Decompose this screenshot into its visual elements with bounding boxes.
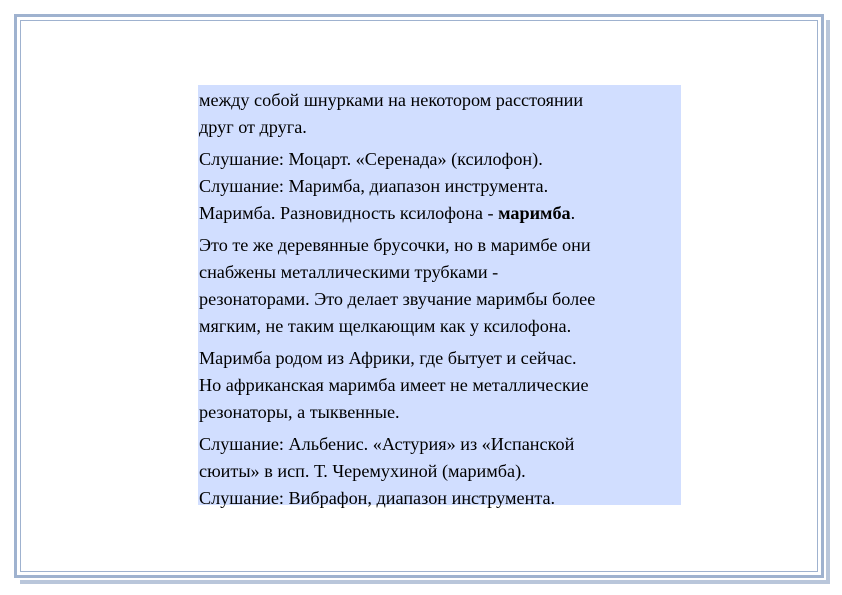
text-line: Слушание: Маримба, диапазон инструмента.: [199, 176, 549, 196]
text-line: резонаторами. Это делает звучание маримбы более: [199, 289, 596, 309]
frame-shadow-right: [826, 20, 830, 582]
text-line: между собой шнурками на некотором расстоянии: [199, 90, 584, 110]
text-line: Маримба родом из Африки, где бытует и сейчас.: [199, 348, 577, 368]
marimba-definition-suffix: .: [570, 203, 576, 223]
text-line-marimba-definition: [199, 200, 681, 227]
text-line: сюиты» в исп. Т. Черемухиной (маримба).: [199, 461, 526, 481]
paragraph-listening-albeniz: [199, 431, 681, 512]
frame-shadow-bottom: [20, 580, 830, 584]
paragraph-marimba-origin: [199, 345, 681, 426]
text-line: Слушание: Моцарт. «Серенада» (ксилофон).: [199, 149, 543, 169]
text-line: Слушание: Вибрафон, диапазон инструмента.: [199, 488, 556, 508]
text-line: друг от друга.: [199, 117, 307, 137]
text-line: Это те же деревянные брусочки, но в маримбе они: [199, 235, 591, 255]
paragraph-listening-mozart: [199, 146, 681, 227]
marimba-definition-prefix: Маримба. Разновидность ксилофона -: [199, 203, 499, 223]
text-line: резонаторы, а тыквенные.: [199, 402, 400, 422]
text-line: мягким, не таким щелкающим как у ксилофона.: [199, 316, 572, 336]
text-line: снабжены металлическими трубками -: [199, 262, 499, 282]
text-line: Слушание: Альбенис. «Астурия» из «Испанской: [199, 434, 575, 454]
marimba-term-bold: маримба: [498, 203, 571, 223]
paragraph-marimba-description: [199, 232, 681, 340]
paragraph-intro: [199, 87, 681, 141]
text-line: Но африканская маримба имеет не металлические: [199, 375, 589, 395]
text-block: [198, 85, 681, 508]
